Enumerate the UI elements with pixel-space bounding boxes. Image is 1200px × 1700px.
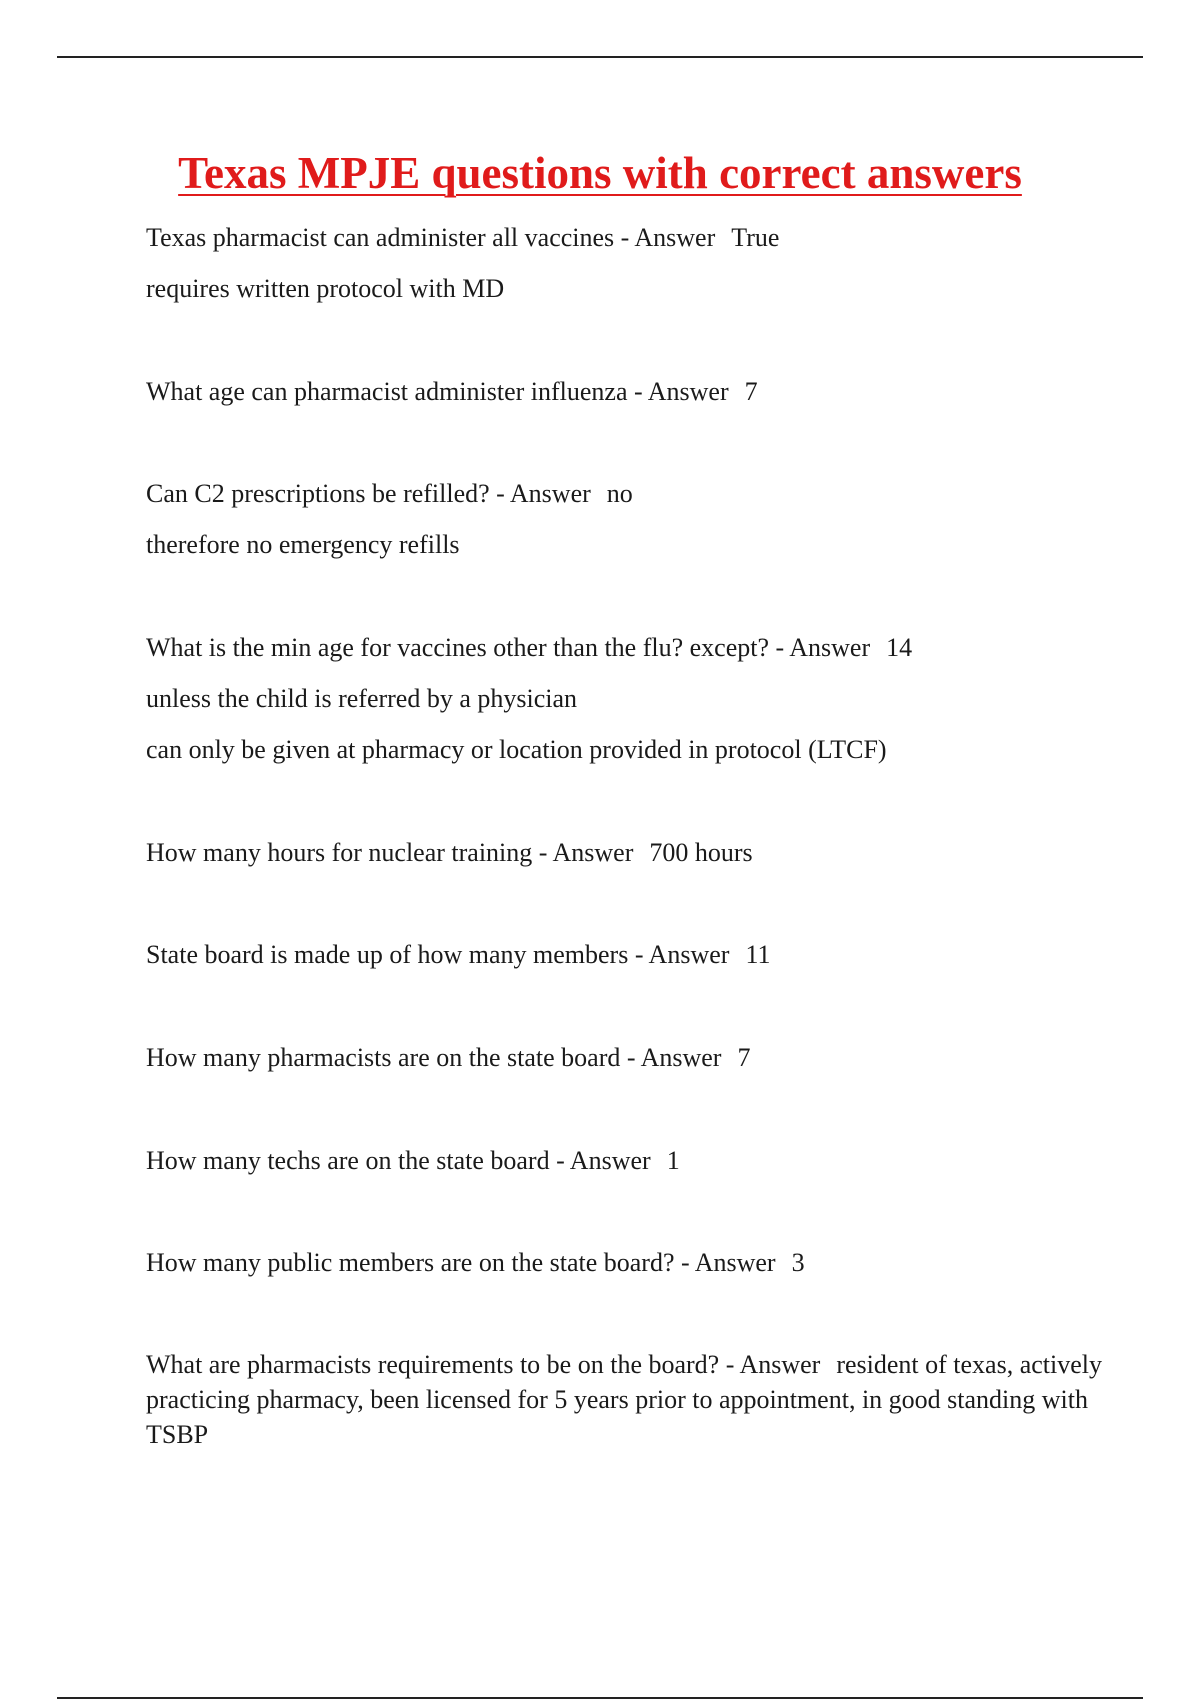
answer-detail: unless the child is referred by a physician — [146, 684, 578, 713]
qa-line — [146, 1032, 1106, 1083]
question-text: How many pharmacists are on the state board - Answer — [146, 1043, 722, 1072]
qa-item-3 — [146, 468, 1106, 570]
qa-item-2 — [146, 366, 1106, 417]
answer-text: 700 hours — [649, 838, 753, 867]
qa-line — [146, 622, 1106, 673]
qa-line — [146, 827, 1106, 878]
answer-detail: can only be given at pharmacy or location provided in protocol (LTCF) — [146, 735, 887, 764]
qa-item-1 — [146, 212, 1106, 314]
question-text: What age can pharmacist administer influenza - Answer — [146, 377, 729, 406]
qa-item-4 — [146, 622, 1106, 775]
question-text: Texas pharmacist can administer all vaccines - Answer — [146, 223, 716, 252]
question-text: Can C2 prescriptions be refilled? - Answer — [146, 479, 591, 508]
answer-text: 7 — [744, 377, 758, 406]
question-text: State board is made up of how many members - Answer — [146, 940, 730, 969]
qa-line — [146, 212, 1106, 263]
qa-item-5 — [146, 827, 1106, 878]
answer-text: 14 — [886, 633, 913, 662]
answer-text: resident of texas, actively practicing pharmacy, been licensed for 5 years prior to appointment, in good standing with TSBP — [146, 1350, 1102, 1449]
question-text: What is the min age for vaccines other than the flu? except? - Answer — [146, 633, 871, 662]
qa-line — [146, 1135, 1106, 1186]
qa-line — [146, 366, 1106, 417]
answer-text: 3 — [791, 1248, 805, 1277]
answer-text: 1 — [666, 1146, 680, 1175]
document-title: Texas MPJE questions with correct answers — [178, 148, 1022, 198]
qa-item-6 — [146, 929, 1106, 980]
qa-line — [146, 929, 1106, 980]
qa-line — [146, 1237, 1106, 1288]
top-rule — [57, 56, 1143, 58]
answer-detail: therefore no emergency refills — [146, 530, 460, 559]
qa-item-7 — [146, 1032, 1106, 1083]
qa-line — [146, 1347, 1106, 1452]
qa-line — [146, 468, 1106, 519]
answer-text: True — [731, 223, 780, 252]
answer-detail: requires written protocol with MD — [146, 274, 505, 303]
answer-text: 11 — [745, 940, 771, 969]
qa-item-10 — [146, 1347, 1106, 1452]
question-text: How many hours for nuclear training - Answer — [146, 838, 634, 867]
qa-item-9 — [146, 1237, 1106, 1288]
question-text: What are pharmacists requirements to be on the board? - Answer — [146, 1350, 821, 1379]
answer-text: no — [606, 479, 633, 508]
question-text: How many public members are on the state board? - Answer — [146, 1248, 776, 1277]
qa-item-8 — [146, 1135, 1106, 1186]
answer-text: 7 — [737, 1043, 751, 1072]
bottom-rule — [57, 1697, 1143, 1699]
question-text: How many techs are on the state board - Answer — [146, 1146, 651, 1175]
